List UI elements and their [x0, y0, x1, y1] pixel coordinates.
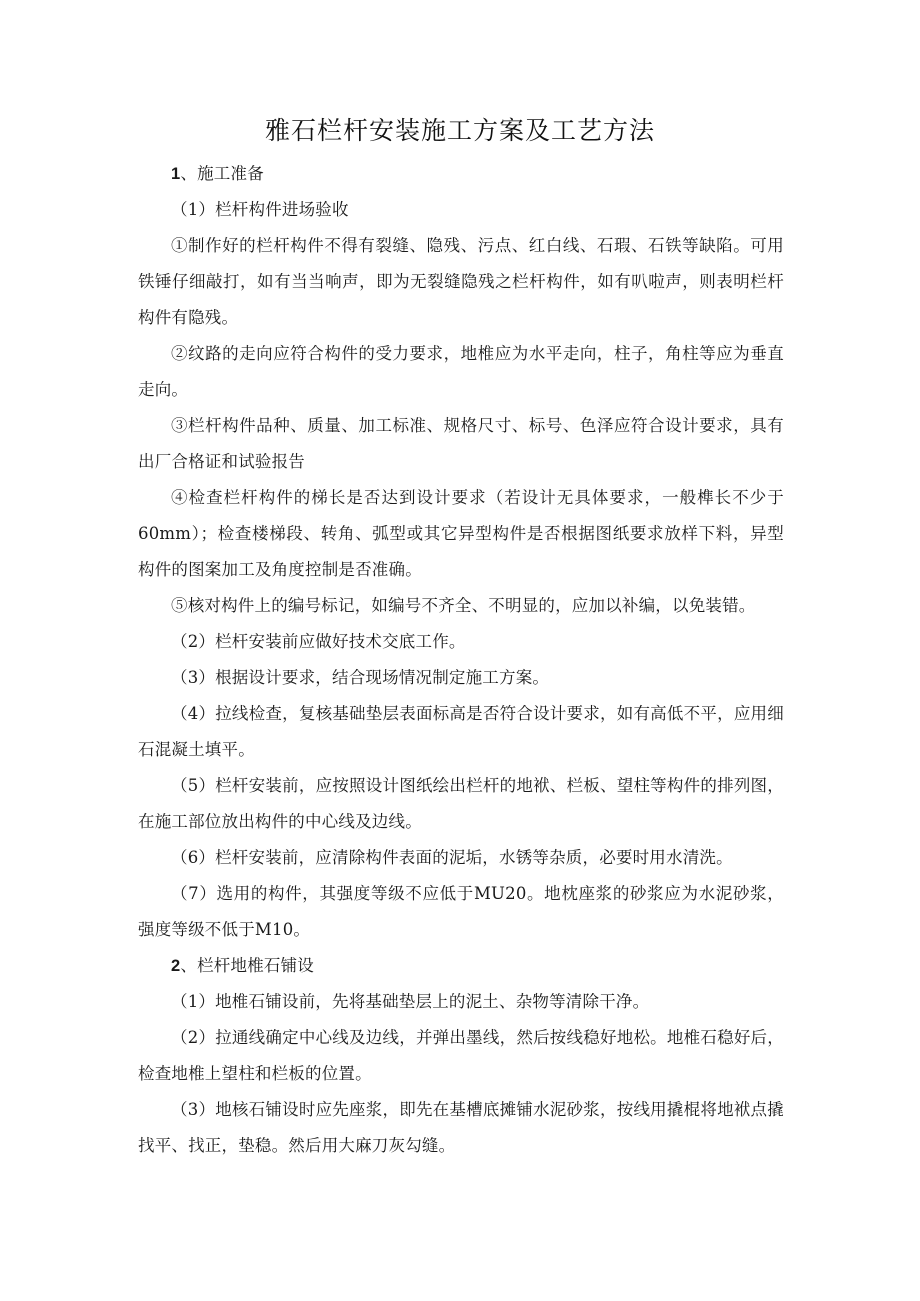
document-title: 雅石栏杆安装施工方案及工艺方法 [264, 116, 655, 145]
paragraph: ①制作好的栏杆构件不得有裂缝、隐残、污点、红白线、石瑕、石铁等缺陷。可用铁锤仔细敲打，如有当当响声，即为无裂缝隐残之栏杆构件，如有叭啦声，则表明栏杆构件有隐残。 [138, 236, 784, 327]
section-heading-2 [138, 948, 784, 984]
paragraph: （4）拉线检查，复核基础垫层表面标高是否符合设计要求，如有高低不平，应用细石混凝土填平。 [138, 704, 784, 759]
paragraph: （1）栏杆构件进场验收 [171, 200, 349, 219]
section-heading-1 [138, 156, 784, 192]
paragraph: （3）地核石铺设时应先座浆，即先在基槽底摊铺水泥砂浆，按线用撬棍将地袱点撬找平、找正，垫稳。然后用大麻刀灰勾缝。 [138, 1100, 784, 1155]
section-heading-text: 、栏杆地椎石铺设 [180, 956, 314, 975]
paragraph: ⑤核对构件上的编号标记，如编号不齐全、不明显的，应加以补编，以免装错。 [171, 596, 756, 615]
paragraph: （6）栏杆安装前，应清除构件表面的泥垢，水锈等杂质，必要时用水清洗。 [171, 848, 733, 867]
paragraph: ③栏杆构件品种、质量、加工标准、规格尺寸、标号、色泽应符合设计要求，具有出厂合格证和试验报告 [138, 416, 784, 471]
section-number: 2 [171, 957, 181, 975]
paragraph: （1）地椎石铺设前，先将基础垫层上的泥土、杂物等清除干净。 [171, 992, 650, 1011]
paragraph: （2）拉通线确定中心线及边线，并弹出墨线，然后按线稳好地松。地椎石稳好后，检查地椎上望柱和栏板的位置。 [138, 1028, 784, 1083]
paragraph: ②纹路的走向应符合构件的受力要求，地椎应为水平走向，柱子，角柱等应为垂直走向。 [138, 344, 784, 399]
paragraph: （5）栏杆安装前，应按照设计图纸绘出栏杆的地袱、栏板、望柱等构件的排列图，在施工部位放出构件的中心线及边线。 [138, 776, 784, 831]
section-heading-text: 、施工准备 [180, 164, 264, 183]
paragraph: ④检查栏杆构件的梯长是否达到设计要求（若设计无具体要求，一般榫长不少于60mm）；检查楼梯段、转角、弧型或其它异型构件是否根据图纸要求放样下料，异型构件的图案加工及角度控制是否准确。 [138, 488, 784, 579]
paragraph: （3）根据设计要求，结合现场情况制定施工方案。 [171, 668, 550, 687]
section-number: 1 [171, 165, 181, 183]
paragraph: （2）栏杆安装前应做好技术交底工作。 [171, 632, 466, 651]
paragraph: （7）选用的构件，其强度等级不应低于MU20。地枕座浆的砂浆应为水泥砂浆，强度等级不低于M10。 [138, 884, 784, 939]
document-body [138, 156, 784, 1164]
